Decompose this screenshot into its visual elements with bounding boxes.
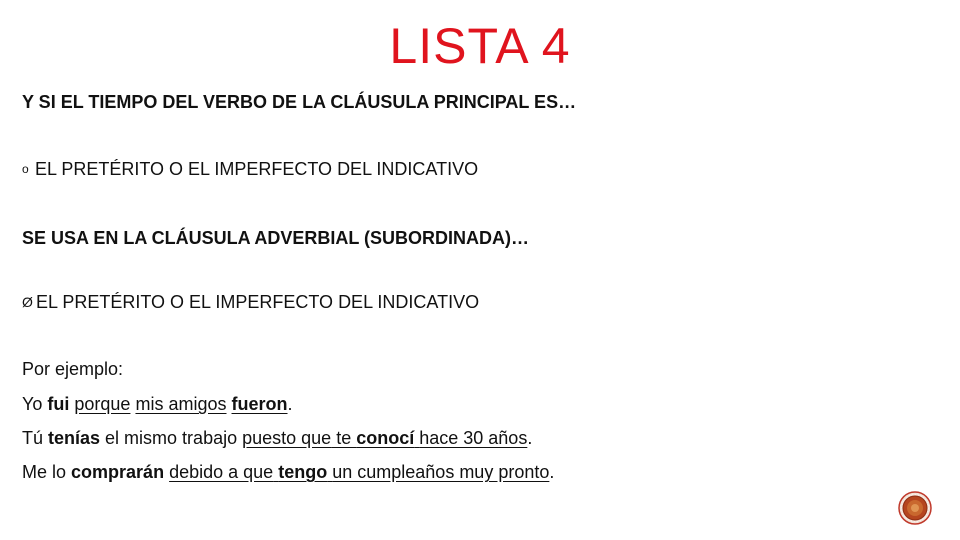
conjunction: porque xyxy=(74,394,131,414)
main-verb: fui xyxy=(47,394,70,414)
sentence-text: . xyxy=(549,462,555,482)
sentence-text: Tú xyxy=(22,428,49,448)
sentence-text: Me lo xyxy=(22,462,72,482)
subordinate-verb: conocí xyxy=(356,428,415,448)
subordinate-verb: tengo xyxy=(278,462,328,482)
arrow-bullet-icon: Ø xyxy=(22,294,33,310)
conjunction: debido a que xyxy=(169,462,274,482)
example-sentence-1 xyxy=(22,392,293,416)
slide-title: LISTA 4 xyxy=(389,18,571,74)
subordinate-phrase: un cumpleaños muy pronto xyxy=(332,462,550,482)
bullet-item-main-clause xyxy=(22,157,478,181)
sentence-text: el mismo trabajo xyxy=(100,428,243,448)
bullet-item-adverbial-clause xyxy=(22,290,479,314)
adverbial-clause-heading: SE USA EN LA CLÁUSULA ADVERBIAL (SUBORDINADA)… xyxy=(22,228,530,248)
sentence-text: . xyxy=(527,428,533,448)
subject: mis amigos xyxy=(135,394,227,414)
sentence-text: Yo xyxy=(22,394,48,414)
circle-bullet-icon: o xyxy=(22,162,29,176)
examples-label: Por ejemplo: xyxy=(22,359,124,379)
conjunction: puesto que xyxy=(242,428,332,448)
main-verb: comprarán xyxy=(71,462,165,482)
rosette-seal-icon xyxy=(898,491,932,525)
main-verb: tenías xyxy=(48,428,101,448)
example-sentence-2 xyxy=(22,426,532,450)
main-clause-heading: Y SI EL TIEMPO DEL VERBO DE LA CLÁUSULA PRINCIPAL ES… xyxy=(22,92,577,112)
bullet-text: EL PRETÉRITO O EL IMPERFECTO DEL INDICATIVO xyxy=(35,159,479,179)
sentence-text: te xyxy=(331,428,357,448)
time-phrase: hace 30 años xyxy=(419,428,528,448)
bullet-text: EL PRETÉRITO O EL IMPERFECTO DEL INDICATIVO xyxy=(36,292,480,312)
sentence-text: . xyxy=(287,394,293,414)
example-sentence-3 xyxy=(22,460,554,484)
subordinate-verb: fueron xyxy=(231,394,288,414)
